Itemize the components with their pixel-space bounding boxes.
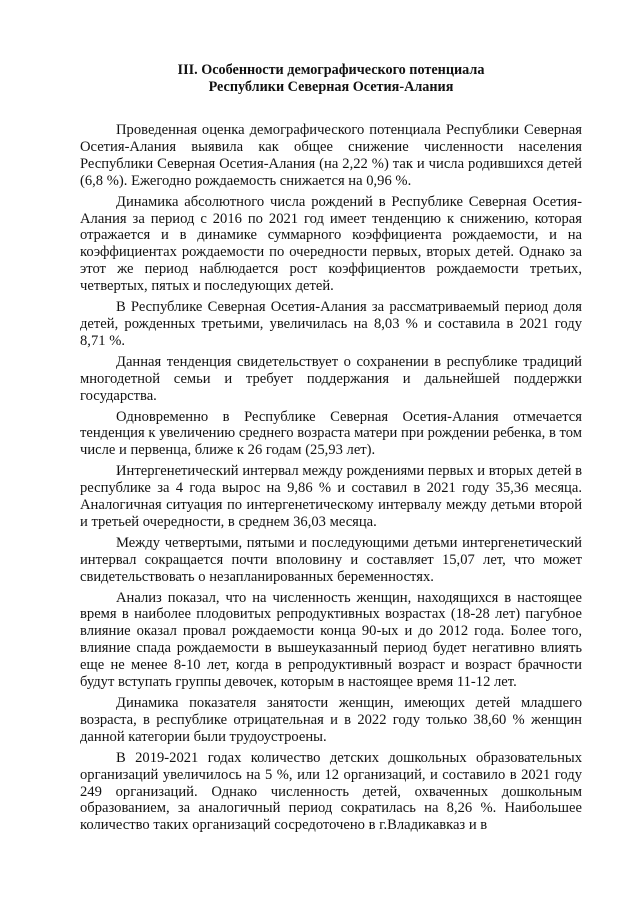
- paragraph-large-family-tradition: Данная тенденция свидетельствует о сохранении в республике традиций многодетной семьи и требует поддержания и дальнейшей поддержки государства.: [80, 353, 582, 404]
- paragraph-preschool-organizations: В 2019-2021 годах количество детских дошкольных образовательных организаций увеличилось на 5 %, или 12 организаций, и составило в 2021 году 249 организаций. Однако численность детей, охваченных дошкольным образованием, за аналогичный период сократилась на 8,26 %. Наибольшее количество таких организаций сосредоточено в г.Владикавказ и в: [80, 749, 582, 834]
- paragraph-later-children-interval: Между четвертыми, пятыми и последующими детьми интергенетический интервал сокращается почти вполовину и составляет 15,07 лет, что может свидетельствовать о незапланированных беременностях.: [80, 534, 582, 585]
- paragraph-mother-age: Одновременно в Республике Северная Осетия-Алания отмечается тенденция к увеличению среднего возраста матери при рождении ребенка, в том числе и первенца, ближе к 26 годам (25,93 лет).: [80, 408, 582, 459]
- paragraph-third-children-share: В Республике Северная Осетия-Алания за рассматриваемый период доля детей, рожденных третьими, увеличилась на 8,03 % и составила в 2021 году 8,71 %.: [80, 299, 582, 349]
- section-title-line-1: III. Особенности демографического потенциала: [177, 62, 485, 78]
- paragraph-female-employment: Динамика показателя занятости женщин, имеющих детей младшего возраста, в республике отрицательная и в 2022 году только 38,60 % женщин данной категории были трудоустроены.: [80, 695, 582, 745]
- document-page: [80, 62, 582, 834]
- paragraph-intergenetic-interval: Интергенетический интервал между рождениями первых и вторых детей в республике за 4 года вырос на 9,86 % и составил в 2021 году 35,36 месяца. Аналогичная ситуация по интергенетическому интервалу между детьми второй и третьей очередности, в среднем 36,03 месяца.: [80, 463, 582, 530]
- paragraph-population-assessment: Проведенная оценка демографического потенциала Республики Северная Осетия-Алания выявила как общее снижение численности населения Республики Северная Осетия-Алания (на 2,22 %) так и числа родившихся детей (6,8 %). Ежегодно рождаемость снижается на 0,96 %.: [80, 122, 582, 189]
- paragraph-reproductive-women: Анализ показал, что на численность женщин, находящихся в настоящее время в наиболее плодовитых репродуктивных возрастах (18-28 лет) пагубное влияние оказал провал рождаемости конца 90-ых и до 2012 года. Более того, влияние спада рождаемости в вышеуказанный период будет негативно влиять еще не менее 8-10 лет, когда в репродуктивный возраст и возраст брачности будут вступать группы девочек, которым в настоящее время 11-12 лет.: [80, 589, 582, 691]
- section-title: [80, 62, 582, 96]
- section-title-line-2: Республики Северная Осетия-Алания: [208, 79, 454, 95]
- paragraph-birth-dynamics: Динамика абсолютного числа рождений в Республике Северная Осетия-Алания за период с 2016 по 2021 год имеет тенденцию к снижению, которая отражается и в динамике суммарного коэффициента рождаемости, и на коэффициентах рождаемости по очередности первых, вторых детей. Однако за этот же период наблюдается рост коэффициентов рождаемости третьих, четвертых, пятых и последующих детей.: [80, 193, 582, 295]
